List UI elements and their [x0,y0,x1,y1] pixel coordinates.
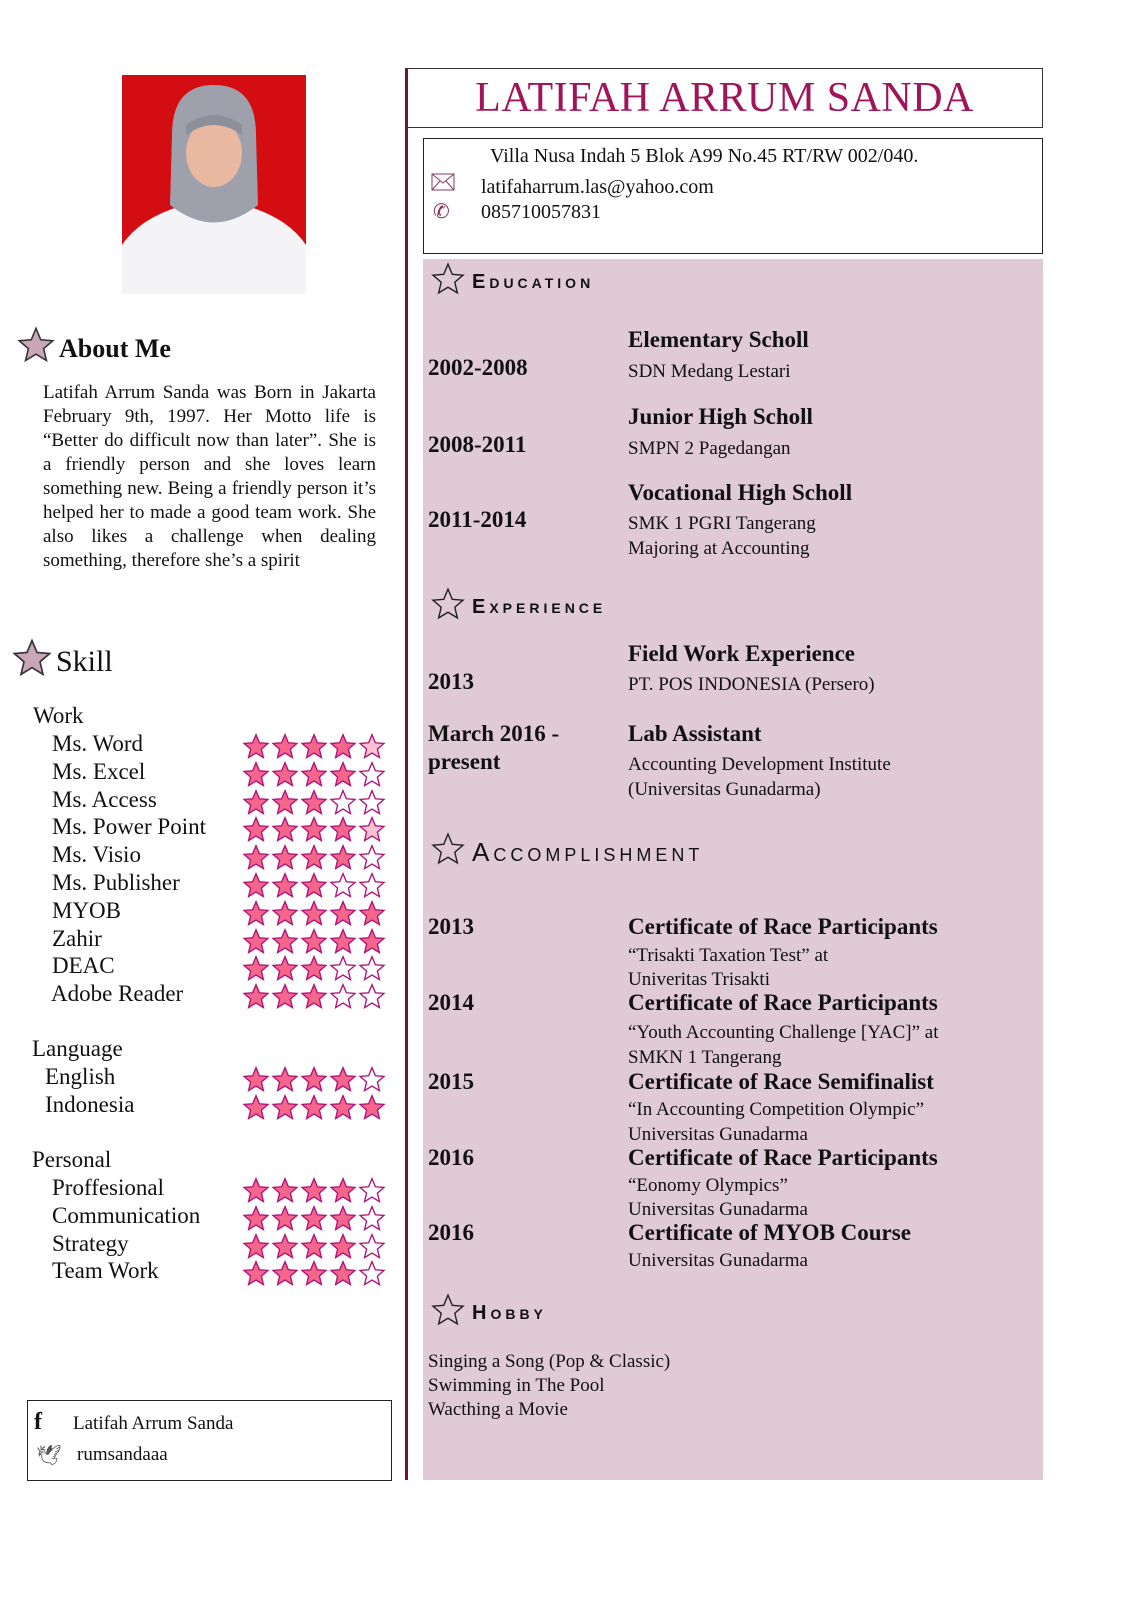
entry-detail: “In Accounting Competition Olympic” [628,1099,925,1120]
entry-date: 2002-2008 [428,355,528,380]
skill-name: Proffesional [52,1175,165,1200]
star-filled-icon [300,1094,328,1126]
skill-group-label: Work [33,703,84,728]
star-icon [12,638,52,686]
star-filled-icon [271,1260,299,1292]
entry-detail: Univeritas Trisakti [628,969,770,990]
entry-detail: Accounting Development Institute [628,754,891,775]
entry-date: 2016 [428,1220,474,1245]
entry-detail: SMKN 1 Tangerang [628,1047,782,1068]
facebook-icon: f [34,1409,42,1435]
about-heading: About Me [17,326,171,371]
section-heading-accomplishment [430,832,703,872]
divider-line [405,68,408,1480]
skill-name: Adobe Reader [51,981,184,1007]
skill-name: Ms. Power Point [52,814,206,840]
entry-title: Elementary Scholl [628,327,809,352]
twitter-handle[interactable]: rumsandaaa [77,1444,168,1465]
entry-detail: “Youth Accounting Challenge [YAC]” at [628,1022,939,1043]
entry-detail: SDN Medang Lestari [628,361,791,382]
entry-detail: Majoring at Accounting [628,538,810,559]
entry-title: Certificate of Race Participants [628,1145,938,1170]
entry-detail: Universitas Gunadarma [628,1124,808,1145]
section-title: Hobby [472,1301,547,1324]
address: Villa Nusa Indah 5 Blok A99 No.45 RT/RW 002/040. [490,145,919,167]
star-filled-icon [329,1094,357,1126]
skill-rating [242,1094,386,1126]
profile-photo [122,75,306,294]
entry-date: 2011-2014 [428,507,527,532]
entry-date: March 2016 - [428,721,560,746]
star-empty-icon [358,983,386,1015]
mail-icon [431,173,455,197]
section-title: Education [472,270,595,293]
skill-name: Zahir [52,925,102,951]
skill-name: English [45,1064,116,1089]
star-filled-icon [329,1260,357,1292]
skill-name: Strategy [52,1230,129,1256]
skill-name: Ms. Excel [52,758,146,784]
hobby-list [428,1350,670,1422]
section-title: Experience [472,595,607,618]
star-empty-icon [358,1260,386,1292]
skill-name: Ms. Word [52,731,144,756]
star-outline-icon [430,262,466,302]
entry-date: present [428,749,501,774]
star-icon [17,326,55,371]
star-outline-icon [430,587,466,627]
hobby-item: Swimming in The Pool [428,1375,605,1396]
star-outline-icon [430,832,466,872]
hobby-item: Singing a Song (Pop & Classic) [428,1351,671,1372]
skill-rating [242,1260,386,1292]
entry-title: Field Work Experience [628,641,856,666]
entry-title: Vocational High Scholl [628,480,853,505]
entry-detail: SMPN 2 Pagedangan [628,438,791,459]
star-filled-icon [271,983,299,1015]
star-filled-icon [242,1260,270,1292]
entry-detail: PT. POS INDONESIA (Persero) [628,674,875,695]
skill-group-label: Personal [32,1147,112,1172]
entry-title: Lab Assistant [628,721,762,746]
contact-box [423,138,1043,254]
star-empty-icon [329,983,357,1015]
skill-group-label: Language [32,1036,123,1061]
name-title: LATIFAH ARRUM SANDA [407,68,1043,128]
phone: 085710057831 [481,201,601,223]
email[interactable]: latifaharrum.las@yahoo.com [481,176,714,198]
entry-title: Certificate of Race Semifinalist [628,1069,934,1094]
skill-name: Ms. Publisher [52,870,180,895]
star-filled-icon [271,1094,299,1126]
twitter-icon: 🕊 [36,1445,62,1467]
skill-name: Ms. Access [52,786,157,812]
entry-date: 2013 [428,669,474,694]
skill-name: MYOB [52,897,122,923]
entry-detail: SMK 1 PGRI Tangerang [628,513,816,534]
star-filled-icon [358,1094,386,1126]
entry-date: 2013 [428,914,474,939]
section-title: Accomplishment [472,836,704,867]
entry-detail: (Universitas Gunadarma) [628,779,821,800]
entry-date: 2008-2011 [428,432,527,457]
star-filled-icon [242,983,270,1015]
entry-date: 2015 [428,1069,474,1094]
star-filled-icon [300,1260,328,1292]
entry-detail: “Trisakti Taxation Test” at [628,945,829,966]
entry-title: Junior High Scholl [628,404,813,429]
entry-date: 2016 [428,1145,474,1170]
entry-title: Certificate of Race Participants [628,990,938,1015]
skill-name: DEAC [52,953,115,979]
about-text: Latifah Arrum Sanda was Born in Jakarta February 9th, 1997. Her Motto life is “Better do difficult now than later”. She is a friendly person and she loves learn something new. Being a friendly person it’s helped her to made a good team work. She also likes a challenge when dealing something, therefore she’s a spirit [43,382,376,571]
entry-detail: Universitas Gunadarma [628,1199,808,1220]
star-outline-icon [430,1293,466,1333]
entry-title: Certificate of Race Participants [628,914,938,939]
skill-name: Ms. Visio [52,842,141,868]
phone-icon: ✆ [433,201,450,223]
star-filled-icon [242,1094,270,1126]
skill-heading: Skill [12,638,113,686]
skill-name: Communication [52,1202,201,1228]
skill-name: Indonesia [45,1091,135,1117]
entry-title: Certificate of MYOB Course [628,1220,911,1245]
facebook-name[interactable]: Latifah Arrum Sanda [73,1413,234,1434]
skill-rating [242,983,386,1015]
section-heading-experience [430,587,606,627]
star-filled-icon [300,983,328,1015]
social-box [27,1400,392,1481]
entry-detail: Universitas Gunadarma [628,1250,808,1271]
section-heading-education [430,262,594,302]
skill-name: Team Work [52,1258,159,1284]
entry-detail: “Eonomy Olympics” [628,1175,788,1196]
section-heading-hobby [430,1293,547,1333]
entry-date: 2014 [428,990,474,1015]
hobby-item: Wacthing a Movie [428,1399,568,1420]
